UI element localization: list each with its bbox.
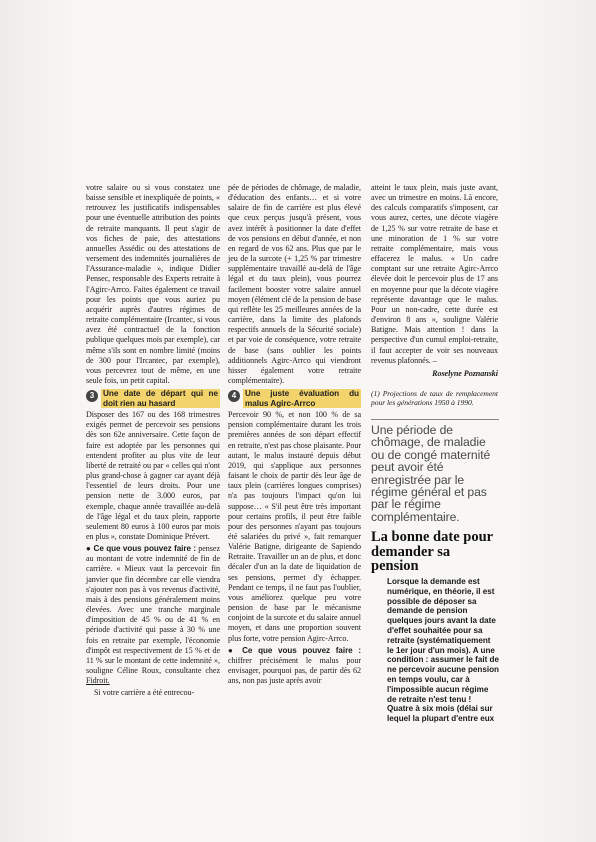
col2-paragraph-1: pée de périodes de chômage, de maladie, d'éducation des enfants… et si votre salaire de fin de carrière est plus élevé que ceux perçus jusqu'à présent, vous avez intérêt à positionner la date d'effet de vos pensions en début d'année, et non en regard de vos 62 ans. Plus que par le jeu de la surcote (+ 1,25 % par trimestre supplémentaire travaillé au-delà de l'âge légal et du taux plein), vous pourrez facilement booster votre salaire annuel moyen (élément clé de la pension de base qui reflète les 25 meilleures années de la carrière, dans la limite des plafonds respectifs annuels de la Sécurité sociale) et par voie de conséquence, votre retraite de base (sans oublier les points additionnels Agirc-Arrco qui viendront hisser également votre retraite complémentaire). <box>228 183 361 385</box>
col1-paragraph-3: pensez au montant de votre indemnité de fin de carrière. « Mieux vaut la percevoir fin janvier que fin décembre car elle viendra s'ajouter non pas à vos revenus d'activité, mais à des pensions généralement moins élevées. Avec une tranche marginale d'imposition de 45 % ou de 41 % en période d'activité qui passe à 30 % une fois en retraite par exemple, l'économie d'impôt est respectivement de 15 % et de 11 % sur le montant de cette indemnité », souligne Céline Roux, consultante chez <box>86 544 220 676</box>
pull-quote: Une période de chômage, de maladie ou de congé maternité peut avoir été enregistrée par le régime général et pas par le régime complémentaire. <box>371 423 491 524</box>
col1-paragraph-4: Si votre carrière a été entrecou- <box>94 688 195 698</box>
section-3-heading <box>86 389 220 408</box>
col2-paragraph-3: chiffrer précisément le malus pour envisager, pourquoi pas, de partir dès 62 ans, non pas juste après avoir <box>228 655 361 686</box>
col1-bullet-title: ● Ce que vous pouvez faire : <box>86 544 197 554</box>
article-column-1 <box>86 183 220 699</box>
col2-bullet-title: ● Ce que vous pouvez faire : <box>228 645 361 655</box>
col1-paragraph-1: votre salaire ou si vous constatez une baisse sensible et inexpliquée de points, « retrouvez les justificatifs indispensables pour une éventuelle attribution des points de retraite manquants. Il peut s'agir de vos fiches de paie, des attestations annuelles Assédic ou des attestations de versement des indemnités journalières de l'Assurance-maladie », indique Didier Pensec, responsable des Experts retraite à l'Agirc-Arrco. Faites également ce travail pour les points que vous auriez pu acquérir auprès d'autres régimes de retraite complémentaire (Ircantec, si vous avez été contractuel de la fonction publique quelques mois par exemple), car même s'ils sont en nombre limité (moins de 300 pour l'Ircantec, par exemple), vous percevrez tout de même, en une seule fois, un petit capital. <box>86 183 220 385</box>
box-text: Lorsque la demande est numérique, en théorie, il est possible de déposer sa demande de pension quelques jours avant la date d'effet souhaitée pour sa retraite (systématiquement le 1er jour d'un mois). A une condition : assumer le fait de ne percevoir aucune pension en temps voulu, car à l'impossible aucun régime de retraite n'est tenu ! Quatre à six mois (délai sur lequel la plupart d'entre eux <box>387 577 499 724</box>
section-4-heading <box>228 389 361 408</box>
section-3-title: Une date de départ qui ne doit rien au hasard <box>103 389 218 408</box>
fidroit-link[interactable]: Fidroit. <box>86 676 110 686</box>
col2-paragraph-2: Percevoir 90 %, et non 100 % de sa pension complémentaire durant les trois premières années de son départ effectif en retraite, n'est pas chose plaisante. Pour autant, le malus instauré depuis début 2019, qui s'applique aux personnes faisant le choix de partir dès leur âge de taux plein (carrières longues comprises) n'a pas toujours l'impact qu'on lui suppose… « S'il peut être très important pour certains profils, il peut être faible pour des personnes n'ayant pas toujours été salariées du privé », fait remarquer Valérie Batigne, dirigeante de Sapiendo Retraite. Travailler un an de plus, et donc décaler d'un an la date de liquidation de ses pensions, permet d'y échapper. Pendant ce temps, il ne faut pas l'oublier, vous améliorez quelque peu votre pension de base par le mécanisme conjoint de la surcote et du salaire annuel moyen, et dans une proportion souvent plus forte, votre pension Agirc-Arrco. <box>228 410 361 643</box>
author-signature: Roselyne Poznanski <box>432 368 498 378</box>
article-column-3 <box>371 183 498 407</box>
box-title: La bonne date pour demander sa pension <box>371 529 493 574</box>
section-number-badge: 3 <box>86 390 98 402</box>
divider <box>371 419 499 420</box>
col3-paragraph-1: atteint le taux plein, mais juste avant, avec un trimestre en moins. Là encore, des calculs comparatifs s'imposent, car vous aurez, certes, une décote viagère de 1,25 % sur votre retraite de base et une minoration de 1 % sur votre retraite complémentaire, mais vous effacerez le malus. « Un cadre comptant sur une retraite Agirc-Arrco élevée doit le percevoir plus de 17 ans en moyenne pour que la décote viagère représente davantage que le malus. Pour un non-cadre, cette durée est d'environ 8 ans », souligne Valérie Batigne. Mais attention ! dans la perspective d'un cumul emploi-retraite, il faut accepter de voir ses nouveaux revenus plafonnés. – <box>371 183 498 365</box>
section-4-title: Une juste évaluation du malus Agirc-Arrco <box>245 389 359 408</box>
footnote: (1) Projections de taux de remplacement pour les générations 1950 à 1990. <box>371 388 498 407</box>
article-column-2 <box>228 183 361 686</box>
section-number-badge: 4 <box>228 390 240 402</box>
col1-paragraph-2: Disposer des 167 ou des 168 trimestres exigés permet de percevoir ses pensions dès son 62e anniversaire. Cette façon de faire est adoptée par les personnes qui entendent profiter au plus vite de leur liberté de retraité ou par « celles qui n'ont plus grand-chose à gagner car ayant déjà l'essentiel de leurs droits. Pour une pension nette de 3.000 euros, par exemple, chaque année travaillée au-delà de l'âge légal et du taux plein, rapporte seulement 80 euros à 100 euros par mois en plus », constate Dominique Prévert. <box>86 410 220 541</box>
